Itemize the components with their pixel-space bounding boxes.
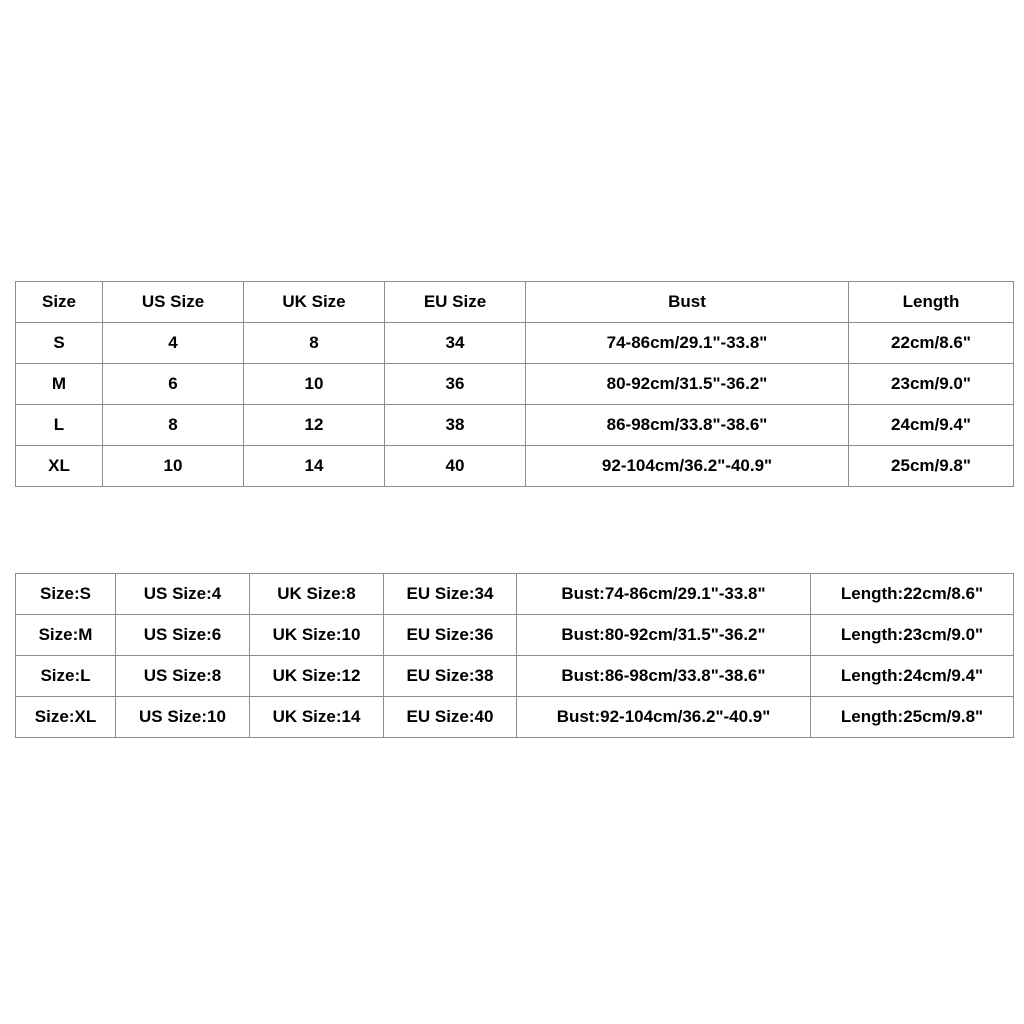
cell-bust: 74-86cm/29.1"-33.8" <box>526 323 849 364</box>
cell-size: Size:L <box>16 656 116 697</box>
cell-length: 23cm/9.0" <box>849 364 1014 405</box>
cell-eu-size: 34 <box>385 323 526 364</box>
table-row <box>16 656 1014 697</box>
cell-bust: 86-98cm/33.8"-38.6" <box>526 405 849 446</box>
cell-size: M <box>16 364 103 405</box>
cell-eu-size: EU Size:40 <box>384 697 517 738</box>
cell-size: S <box>16 323 103 364</box>
cell-eu-size: EU Size:38 <box>384 656 517 697</box>
cell-uk-size: UK Size:12 <box>250 656 384 697</box>
cell-bust: Bust:92-104cm/36.2"-40.9" <box>517 697 811 738</box>
cell-length: 22cm/8.6" <box>849 323 1014 364</box>
cell-eu-size: EU Size:34 <box>384 574 517 615</box>
header-uk-size: UK Size <box>244 282 385 323</box>
table-row <box>16 615 1014 656</box>
cell-uk-size: UK Size:10 <box>250 615 384 656</box>
header-length: Length <box>849 282 1014 323</box>
cell-uk-size: 8 <box>244 323 385 364</box>
cell-bust: 92-104cm/36.2"-40.9" <box>526 446 849 487</box>
cell-bust: Bust:80-92cm/31.5"-36.2" <box>517 615 811 656</box>
cell-bust: Bust:86-98cm/33.8"-38.6" <box>517 656 811 697</box>
cell-length: Length:25cm/9.8" <box>811 697 1014 738</box>
table-row <box>16 446 1014 487</box>
cell-length: Length:24cm/9.4" <box>811 656 1014 697</box>
cell-uk-size: 12 <box>244 405 385 446</box>
cell-size: XL <box>16 446 103 487</box>
cell-uk-size: 14 <box>244 446 385 487</box>
cell-us-size: US Size:4 <box>116 574 250 615</box>
table-row <box>16 364 1014 405</box>
cell-uk-size: UK Size:14 <box>250 697 384 738</box>
cell-uk-size: 10 <box>244 364 385 405</box>
cell-us-size: 8 <box>103 405 244 446</box>
cell-us-size: 6 <box>103 364 244 405</box>
cell-us-size: US Size:8 <box>116 656 250 697</box>
size-chart-table <box>15 281 1014 487</box>
cell-eu-size: EU Size:36 <box>384 615 517 656</box>
cell-length: 24cm/9.4" <box>849 405 1014 446</box>
size-chart-labeled-table <box>15 573 1014 738</box>
cell-us-size: 10 <box>103 446 244 487</box>
cell-length: Length:22cm/8.6" <box>811 574 1014 615</box>
header-us-size: US Size <box>103 282 244 323</box>
table-row <box>16 323 1014 364</box>
table-row <box>16 405 1014 446</box>
cell-bust: 80-92cm/31.5"-36.2" <box>526 364 849 405</box>
cell-us-size: US Size:10 <box>116 697 250 738</box>
cell-uk-size: UK Size:8 <box>250 574 384 615</box>
header-bust: Bust <box>526 282 849 323</box>
cell-size: L <box>16 405 103 446</box>
cell-size: Size:XL <box>16 697 116 738</box>
table-row <box>16 574 1014 615</box>
cell-us-size: 4 <box>103 323 244 364</box>
cell-size: Size:S <box>16 574 116 615</box>
cell-length: 25cm/9.8" <box>849 446 1014 487</box>
cell-us-size: US Size:6 <box>116 615 250 656</box>
cell-eu-size: 36 <box>385 364 526 405</box>
table-row <box>16 697 1014 738</box>
header-size: Size <box>16 282 103 323</box>
cell-bust: Bust:74-86cm/29.1"-33.8" <box>517 574 811 615</box>
cell-length: Length:23cm/9.0" <box>811 615 1014 656</box>
header-eu-size: EU Size <box>385 282 526 323</box>
cell-eu-size: 40 <box>385 446 526 487</box>
table-header-row <box>16 282 1014 323</box>
cell-size: Size:M <box>16 615 116 656</box>
cell-eu-size: 38 <box>385 405 526 446</box>
